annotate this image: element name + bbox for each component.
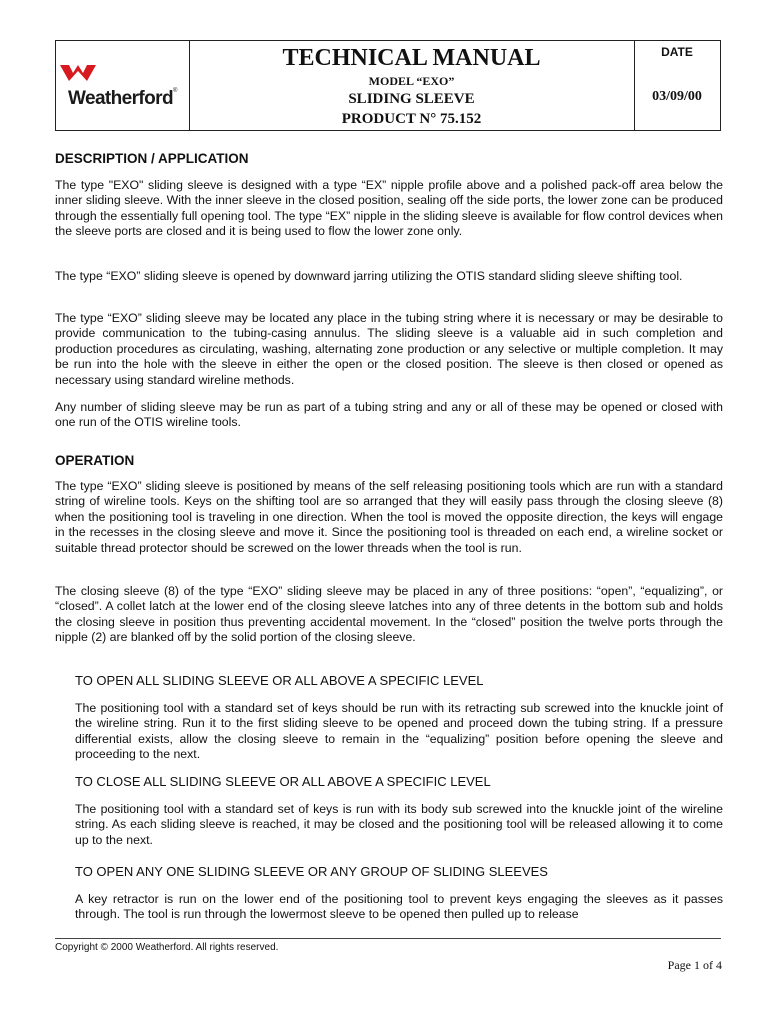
footer-divider	[55, 938, 721, 939]
manual-title: TECHNICAL MANUAL	[282, 45, 541, 71]
date-value: 03/09/00	[652, 89, 702, 104]
date-cell	[634, 41, 720, 130]
product-number: PRODUCT N° 75.152	[341, 111, 482, 127]
description-paragraph-3: The type “EXO” sliding sleeve may be located any place in the tubing string where it is necessary or may be desirable to provide communication to the tubing-casing annulus. The sliding sleeve is a valuable aid in such completion and production procedures as circulating, washing, alternating zone production or any selective or multiple completion. It may be run into the hole with the sleeve in either the open or the closed position. The sleeve is then closed or opened as necessary using standard wireline methods.	[55, 311, 723, 387]
logo-cell	[56, 41, 190, 130]
description-paragraph-2: The type “EXO” sliding sleeve is opened by downward jarring utilizing the OTIS standard sliding sleeve shifting tool.	[55, 269, 683, 283]
product-name: SLIDING SLEEVE	[348, 91, 475, 107]
open-all-paragraph: The positioning tool with a standard set of keys should be run with its retracting sub screwed into the knuckle joint of the wireline string. Run it to the first sliding sleeve to be opened and proceed down the tubing string. If a pressure differential exists, allow the closing sleeve to remain in the “equalizing” position before opening the sleeve and proceeding to the next.	[75, 701, 723, 762]
operation-paragraph-1: The type “EXO” sliding sleeve is positioned by means of the self releasing positioning tools which are run with a standard string of wireline tools. Keys on the shifting tool are so arranged that they will easily pass through the closing sleeve (8) when the positioning tool is traveling in one direction. When the tool is moved the opposite direction, the keys will engage in the recesses in the closing sleeve and move it. Since the positioning tool is threaded on each end, a wireline socket or suitable thread protector should be screwed on the lower threads when the tool is run.	[55, 479, 723, 555]
date-label: DATE	[661, 45, 693, 59]
operation-paragraph-2: The closing sleeve (8) of the type “EXO” sliding sleeve may be placed in any of three positions: “open”, “equalizing”, or “closed”. A collet latch at the lower end of the closing sleeve latches into any of three detents in the bottom sub and holds the closing sleeve in position thus preventing accidental movement. In the “closed” position the twelve ports through the nipple (2) are blanked off by the solid portion of the closing sleeve.	[55, 584, 723, 645]
close-all-paragraph: The positioning tool with a standard set of keys is run with its body sub screwed into the knuckle joint of the wireline string. As each sliding sleeve is reached, it may be closed and the positioning tool will be released allowing it to come up to the next.	[75, 802, 723, 847]
open-one-paragraph: A key retractor is run on the lower end of the positioning tool to prevent keys engaging the sleeves as it passes through. The tool is run through the lowermost sleeve to be opened then pulled up to release	[75, 892, 723, 922]
page-number: Page 1 of 4	[667, 958, 722, 972]
subheading-close-all: TO CLOSE ALL SLIDING SLEEVE OR ALL ABOVE A SPECIFIC LEVEL	[75, 774, 491, 789]
subheading-open-all: TO OPEN ALL SLIDING SLEEVE OR ALL ABOVE A SPECIFIC LEVEL	[75, 673, 484, 688]
model-line: MODEL “EXO”	[368, 74, 455, 88]
description-paragraph-1: The type "EXO" sliding sleeve is designed with a type “EX” nipple profile above and a polished pack-off area below the inner sliding sleeve. With the inner sleeve in the closed position, sealing off the side ports, the lower zone can be produced through the essentially full opening tool. The type “EX” nipple in the sliding sleeve is available for flow control devices when the sleeve ports are closed and it is being used to flow the lower zone only.	[55, 178, 723, 239]
copyright-notice: Copyright © 2000 Weatherford. All rights reserved.	[55, 942, 279, 953]
operation-heading: OPERATION	[55, 453, 135, 468]
title-cell	[189, 41, 635, 130]
document-header	[55, 40, 721, 131]
description-paragraph-4: Any number of sliding sleeve may be run as part of a tubing string and any or all of these may be opened or closed with one run of the OTIS wireline tools.	[55, 400, 723, 430]
logo-wordmark: Weatherford®	[68, 88, 177, 109]
weatherford-logo-icon	[60, 63, 96, 85]
description-heading: DESCRIPTION / APPLICATION	[55, 151, 249, 166]
subheading-open-one: TO OPEN ANY ONE SLIDING SLEEVE OR ANY GROUP OF SLIDING SLEEVES	[75, 864, 548, 879]
